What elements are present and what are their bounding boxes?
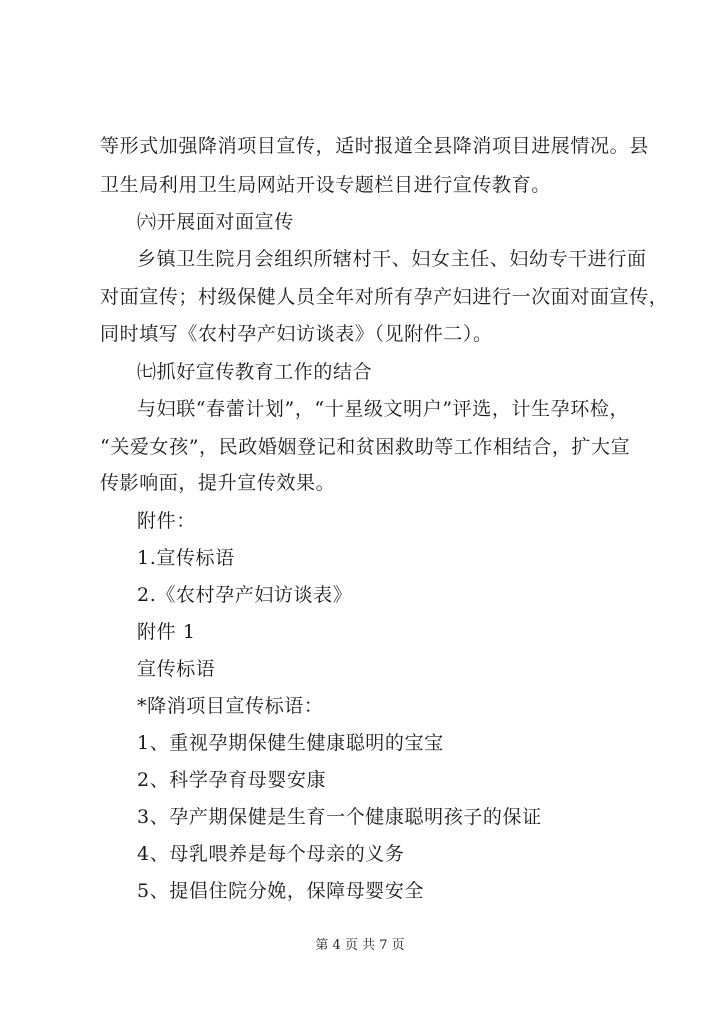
- attachment-title: 宣传标语: [137, 658, 216, 680]
- slogan-item: 5、提倡住院分娩，保障母婴安全: [137, 880, 425, 902]
- attachment-item: 1.宣传标语: [137, 547, 235, 569]
- attachment-heading: 附件 1: [137, 621, 196, 643]
- attachment-label: 附件：: [137, 510, 196, 532]
- slogan-item: 2、科学孕育母婴安康: [137, 769, 327, 791]
- slogan-item: 4、母乳喂养是每个母亲的义务: [137, 843, 405, 865]
- paragraph-line: 等形式加强降消项目宣传，适时报道全县降消项目进展情况。县: [100, 135, 649, 157]
- paragraph-line: 对面宣传；村级保健人员全年对所有孕产妇进行一次面对面宣传，: [100, 286, 669, 308]
- slogan-item: 1、重视孕期保健生健康聪明的宝宝: [137, 732, 444, 754]
- paragraph-line: 与妇联“春蕾计划”，“十星级文明户”评选，计生孕环检，: [137, 398, 630, 420]
- paragraph-line: “关爱女孩”，民政婚姻登记和贫困救助等工作相结合，扩大宣: [100, 436, 631, 458]
- page-footer: 第 4 页 共 7 页: [315, 938, 405, 953]
- section-heading: ㈥开展面对面宣传: [137, 211, 294, 233]
- paragraph-line: 同时填写《农村孕产妇访谈表》（见附件二）。: [100, 323, 493, 345]
- paragraph-line: 卫生局利用卫生局网站开设专题栏目进行宣传教育。: [100, 174, 551, 196]
- attachment-item: 2.《农村孕产妇访谈表》: [137, 584, 353, 606]
- slogan-item: 3、孕产期保健是生育一个健康聪明孩子的保证: [137, 806, 542, 828]
- paragraph-line: 传影响面，提升宣传效果。: [100, 472, 336, 494]
- slogan-heading: *降消项目宣传标语：: [137, 695, 324, 717]
- paragraph-line: 乡镇卫生院月会组织所辖村干、妇女主任、妇幼专干进行面: [137, 248, 647, 270]
- section-heading: ㈦抓好宣传教育工作的结合: [137, 361, 373, 383]
